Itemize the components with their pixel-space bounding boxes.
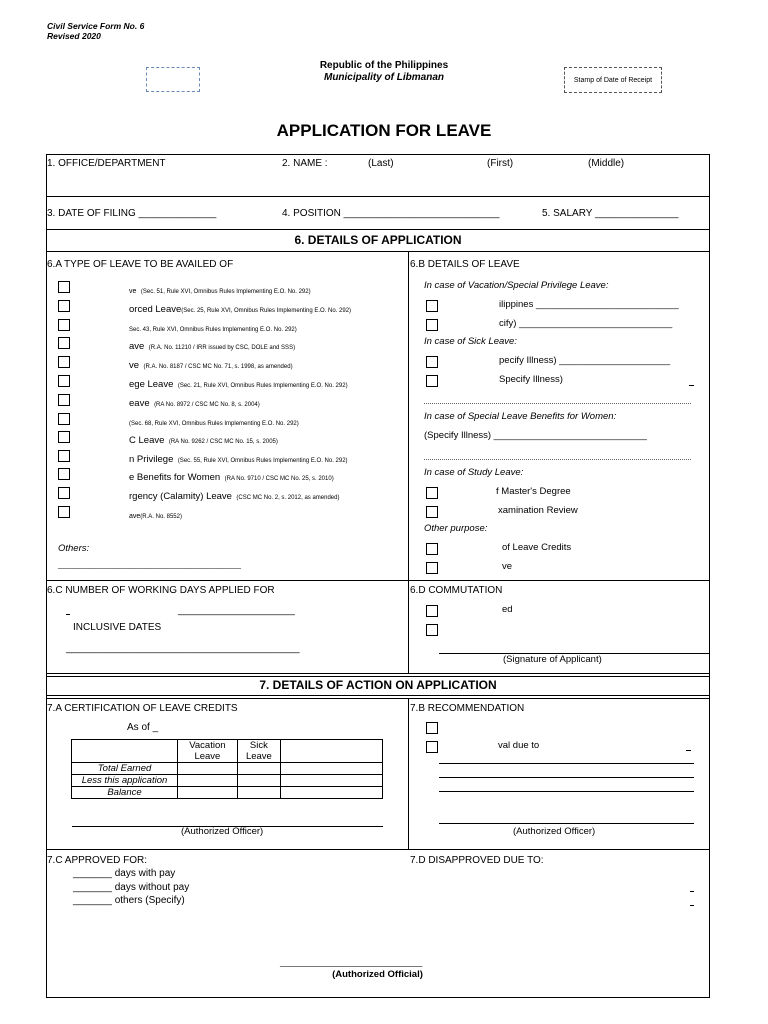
leave-type-option[interactable]: (Sec. 68, Rule XVI, Omnibus Rules Implementing E.O. No. 292)	[129, 421, 299, 427]
others-label: Others:	[58, 543, 90, 554]
as-of-field[interactable]: As of _	[127, 722, 159, 733]
page-title: APPLICATION FOR LEAVE	[276, 121, 492, 140]
leave-type-option[interactable]: Sec. 43, Rule XVI, Omnibus Rules Implementing E.O. No. 292)	[129, 327, 297, 333]
study-heading: In case of Study Leave:	[424, 467, 524, 478]
office-label: 1. OFFICE/DEPARTMENT	[47, 158, 166, 169]
women-heading: In case of Special Leave Benefits for Women:	[424, 411, 617, 422]
applicant-signature-label: (Signature of Applicant)	[503, 654, 602, 665]
leave-type-checkbox[interactable]	[58, 487, 70, 499]
sick-leave-header: Sick Leave	[237, 740, 280, 763]
sick-extra-line	[424, 403, 691, 404]
leave-type-option[interactable]: ege Leave (Sec. 21, Rule XVI, Omnibus Rules Implementing E.O. No. 292)	[129, 379, 348, 390]
less-application-label: Less this application	[72, 775, 178, 787]
first-name-label: (First)	[487, 158, 514, 169]
section-7-title: 7. DETAILS OF ACTION ON APPLICATION	[259, 678, 497, 692]
section-6-title: 6. DETAILS OF APPLICATION	[294, 233, 462, 247]
leave-type-option[interactable]: ve (Sec. 51, Rule XVI, Omnibus Rules Implementing E.O. No. 292)	[129, 288, 311, 295]
leave-type-checkbox[interactable]	[58, 300, 70, 312]
recommending-officer-line[interactable]	[439, 823, 694, 824]
others-field[interactable]: _______________________________________________	[58, 562, 241, 569]
leave-type-checkbox[interactable]	[58, 281, 70, 293]
reason-line[interactable]	[439, 777, 694, 778]
underline	[66, 614, 70, 615]
stamp-box	[564, 67, 662, 93]
divider	[46, 580, 710, 581]
study-option[interactable]: xamination Review	[498, 505, 578, 516]
divider	[46, 695, 710, 696]
official-signature-line[interactable]: ________________________________	[280, 958, 423, 967]
working-days-field[interactable]: _____________________	[178, 605, 295, 616]
other-purpose-option[interactable]: ve	[502, 561, 513, 572]
salary-field[interactable]: 5. SALARY _______________	[542, 208, 679, 219]
form-number: Civil Service Form No. 6 Revised 2020	[47, 21, 145, 41]
leave-type-checkbox[interactable]	[58, 413, 70, 425]
date-of-filing-field[interactable]: 3. DATE OF FILING ______________	[47, 208, 217, 219]
divider	[46, 196, 710, 197]
leave-type-checkbox[interactable]	[58, 506, 70, 518]
recommendation-checkbox[interactable]	[426, 741, 438, 753]
column-divider	[408, 251, 409, 673]
leave-type-checkbox[interactable]	[58, 319, 70, 331]
vacation-option[interactable]: cify) _____________________________	[499, 318, 673, 329]
vacation-heading: In case of Vacation/Special Privilege Leave:	[424, 280, 609, 291]
other-purpose-heading: Other purpose:	[424, 523, 488, 534]
authorized-officer-label: (Authorized Officer)	[181, 826, 264, 837]
reason-line[interactable]	[439, 791, 694, 792]
recommendation-checkbox[interactable]	[426, 722, 438, 734]
divider	[46, 229, 710, 230]
republic-heading: Republic of the Philippines	[319, 60, 449, 71]
study-option[interactable]: f Master's Degree	[496, 486, 571, 497]
sick-checkbox[interactable]	[426, 356, 438, 368]
inclusive-dates-label: INCLUSIVE DATES	[73, 622, 162, 633]
commutation-heading: 6.D COMMUTATION	[410, 585, 503, 596]
authorized-officer-label: (Authorized Officer)	[513, 826, 596, 837]
women-field[interactable]: (Specify Illness) _____________________________	[424, 430, 647, 441]
leave-type-option[interactable]: ve (R.A. No. 8187 / CSC MC No. 71, s. 1998, as amended)	[129, 360, 293, 371]
table-row	[72, 787, 383, 799]
divider	[46, 673, 710, 674]
position-field[interactable]: 4. POSITION ____________________________	[282, 208, 500, 219]
leave-type-checkbox[interactable]	[58, 356, 70, 368]
municipality-heading: Municipality of Libmanan	[323, 72, 444, 83]
certification-heading: 7.A CERTIFICATION OF LEAVE CREDITS	[47, 703, 238, 714]
leave-type-option[interactable]: n Privilege (Sec. 55, Rule XVI, Omnibus Rules Implementing E.O. No. 292)	[129, 454, 348, 465]
table-cell[interactable]	[237, 787, 280, 799]
name-label: 2. NAME :	[282, 158, 328, 169]
days-without-pay-field[interactable]: _______ days without pay	[73, 882, 190, 893]
reason-line[interactable]	[439, 763, 694, 764]
divider	[46, 849, 710, 850]
total-earned-label: Total Earned	[72, 763, 178, 775]
underline	[686, 750, 691, 751]
other-purpose-checkbox[interactable]	[426, 562, 438, 574]
table-cell[interactable]	[237, 775, 280, 787]
leave-type-checkbox[interactable]	[58, 375, 70, 387]
leave-type-option[interactable]: rgency (Calamity) Leave (CSC MC No. 2, s. 2012, as amended)	[129, 491, 340, 502]
leave-type-option[interactable]: e Benefits for Women (RA No. 9710 / CSC MC No. 25, s. 2010)	[129, 472, 334, 483]
underline	[689, 385, 694, 386]
other-purpose-option[interactable]: of Leave Credits	[502, 542, 572, 553]
divider	[46, 676, 710, 677]
leave-type-option[interactable]: eave (RA No. 8972 / CSC MC No. 8, s. 2004)	[129, 398, 260, 409]
sick-checkbox[interactable]	[426, 375, 438, 387]
stamp-label: Stamp of Date of Receipt	[573, 76, 653, 84]
leave-type-checkbox[interactable]	[58, 337, 70, 349]
vacation-leave-header: Vacation Leave	[178, 740, 238, 763]
column-divider	[408, 698, 409, 849]
study-checkbox[interactable]	[426, 487, 438, 499]
vacation-option[interactable]: ilippines ___________________________	[499, 299, 679, 310]
leave-credits-table	[71, 739, 383, 799]
leave-type-option[interactable]: C Leave (RA No. 9262 / CSC MC No. 15, s. 2005)	[129, 435, 278, 446]
table-row	[72, 763, 383, 775]
sick-option[interactable]: Specify Illness)	[499, 374, 563, 385]
middle-name-label: (Middle)	[588, 158, 625, 169]
recommendation-heading: 7.B RECOMMENDATION	[410, 703, 525, 714]
inclusive-dates-field[interactable]: __________________________________________	[66, 643, 300, 654]
commutation-checkbox[interactable]	[426, 624, 438, 636]
others-specify-field[interactable]: _______ others (Specify)	[73, 895, 185, 906]
divider	[46, 698, 710, 699]
table-cell[interactable]	[178, 775, 238, 787]
working-days-heading: 6.C NUMBER OF WORKING DAYS APPLIED FOR	[47, 585, 275, 596]
vacation-checkbox[interactable]	[426, 300, 438, 312]
balance-label: Balance	[72, 787, 178, 799]
last-name-label: (Last)	[368, 158, 394, 169]
study-checkbox[interactable]	[426, 506, 438, 518]
underline	[690, 905, 694, 906]
leave-type-option[interactable]: orced Leave(Sec. 25, Rule XVI, Omnibus Rules Implementing E.O. No. 292)	[129, 304, 352, 315]
authorized-official-label: (Authorized Official)	[332, 969, 423, 980]
leave-type-heading: 6.A TYPE OF LEAVE TO BE AVAILED OF	[47, 259, 234, 270]
approved-for-heading: 7.C APPROVED FOR:	[47, 855, 148, 866]
leave-type-checkbox[interactable]	[58, 468, 70, 480]
leave-type-checkbox[interactable]	[58, 394, 70, 406]
vacation-checkbox[interactable]	[426, 319, 438, 331]
disapproval-option[interactable]: val due to	[498, 740, 540, 751]
underline	[690, 891, 694, 892]
sick-heading: In case of Sick Leave:	[424, 336, 517, 347]
divider	[46, 251, 710, 252]
leave-type-checkbox[interactable]	[58, 450, 70, 462]
leave-details-heading: 6.B DETAILS OF LEAVE	[410, 259, 520, 270]
days-with-pay-field[interactable]: _______ days with pay	[73, 868, 176, 879]
commutation-checkbox[interactable]	[426, 605, 438, 617]
leave-type-option[interactable]: ave(R.A. No. 8552)	[129, 513, 182, 520]
women-extra-line	[424, 459, 691, 460]
table-header-row	[72, 740, 383, 763]
table-cell[interactable]	[178, 787, 238, 799]
other-purpose-checkbox[interactable]	[426, 543, 438, 555]
leave-type-option[interactable]: ave (R.A. No. 11210 / IRR issued by CSC, DOLE and SSS)	[129, 341, 296, 352]
disapproved-heading: 7.D DISAPPROVED DUE TO:	[410, 855, 544, 866]
table-row	[72, 775, 383, 787]
commutation-option[interactable]: ed	[502, 604, 513, 615]
leave-type-checkbox[interactable]	[58, 431, 70, 443]
table-cell[interactable]	[237, 763, 280, 775]
table-cell[interactable]	[178, 763, 238, 775]
sick-option[interactable]: pecify Illness) _____________________	[499, 355, 671, 366]
